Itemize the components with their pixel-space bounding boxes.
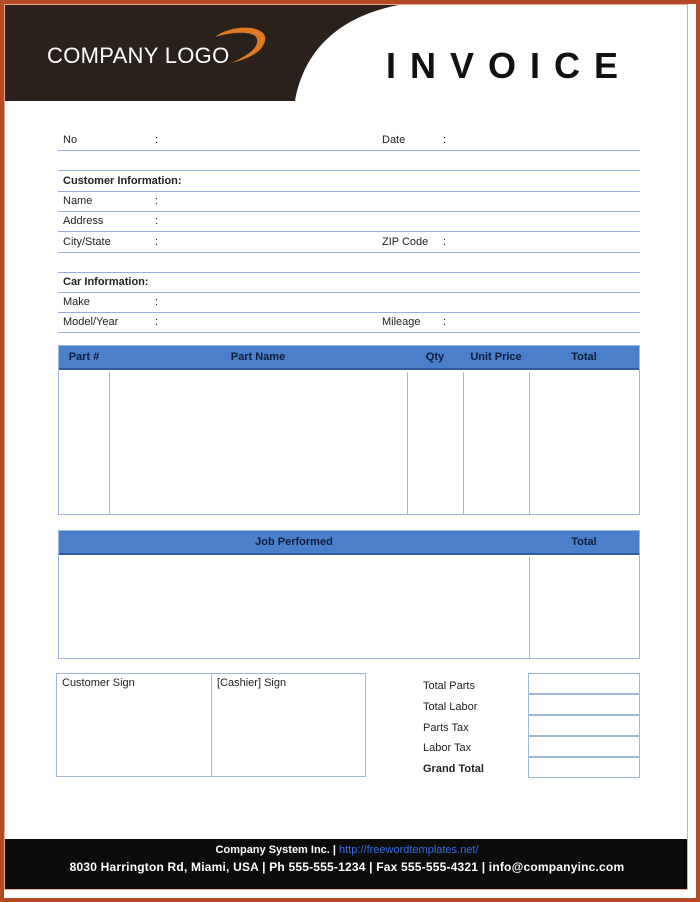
logo-swoosh-icon	[211, 25, 271, 65]
labor-tax-field[interactable]	[528, 736, 640, 757]
footer-contact-line: 8030 Harrington Rd, Miami, USA | Ph 555-555-1234 | Fax 555-555-4321 | info@companyinc.com	[69, 860, 625, 874]
col-qty: Qty	[425, 351, 445, 363]
cashier-sign-label: [Cashier] Sign	[217, 677, 287, 689]
colon: :	[155, 134, 159, 146]
job-table-header	[59, 531, 639, 555]
labor-tax-label: Labor Tax	[423, 742, 472, 754]
make-row	[58, 293, 640, 313]
col-part-name: Part Name	[230, 351, 286, 363]
parts-tax-field[interactable]	[528, 715, 640, 736]
parts-table	[58, 345, 640, 515]
colon: :	[155, 195, 159, 207]
no-label: No	[63, 134, 78, 146]
total-parts-label: Total Parts	[423, 680, 475, 692]
column-divider	[529, 557, 530, 658]
col-job-performed: Job Performed	[255, 536, 333, 548]
colon: :	[155, 296, 159, 308]
model-year-label: Model/Year	[63, 316, 119, 328]
car-info-heading: Car Information:	[63, 276, 149, 288]
job-table	[58, 530, 640, 659]
cashier-sign-box[interactable]	[211, 673, 366, 777]
col-job-total: Total	[571, 536, 597, 548]
model-year-row	[58, 313, 640, 333]
car-heading-row	[58, 273, 640, 293]
col-part-number: Part #	[68, 351, 100, 363]
city-state-row	[58, 233, 640, 253]
column-divider	[407, 372, 408, 514]
mileage-label: Mileage	[382, 316, 421, 328]
colon: :	[443, 316, 447, 328]
company-logo: COMPANY LOGO	[47, 43, 230, 68]
col-total: Total	[571, 351, 597, 363]
column-divider	[463, 372, 464, 514]
colon: :	[155, 215, 159, 227]
column-divider	[109, 372, 110, 514]
customer-sign-label: Customer Sign	[62, 677, 135, 689]
colon: :	[443, 134, 447, 146]
zip-code-label: ZIP Code	[382, 236, 429, 248]
invoice-page	[4, 4, 688, 890]
customer-heading-row	[58, 172, 640, 192]
grand-total-label: Grand Total	[423, 763, 484, 775]
blank-row	[58, 253, 640, 273]
total-labor-field[interactable]	[528, 694, 640, 715]
customer-sign-box[interactable]	[56, 673, 212, 777]
footer-company-line	[5, 844, 688, 856]
make-label: Make	[63, 296, 90, 308]
col-unit-price: Unit Price	[470, 351, 522, 363]
address-row	[58, 212, 640, 232]
column-divider	[529, 372, 530, 514]
colon: :	[443, 236, 447, 248]
website-link[interactable]: http://freewordtemplates.net/	[339, 844, 479, 856]
customer-info-heading: Customer Information:	[63, 175, 182, 187]
name-row	[58, 192, 640, 212]
date-label: Date	[382, 134, 406, 146]
total-parts-field[interactable]	[528, 673, 640, 694]
total-labor-label: Total Labor	[423, 701, 478, 713]
colon: :	[155, 316, 159, 328]
address-label: Address	[63, 215, 104, 227]
invoice-title: INVOICE	[386, 45, 633, 86]
parts-tax-label: Parts Tax	[423, 722, 469, 734]
blank-row	[58, 151, 640, 171]
no-date-row	[58, 131, 640, 151]
name-label: Name	[63, 195, 93, 207]
company-name: Company System Inc. |	[215, 844, 336, 856]
colon: :	[155, 236, 159, 248]
parts-table-header	[59, 346, 639, 370]
city-state-label: City/State	[63, 236, 111, 248]
footer	[5, 839, 688, 890]
grand-total-field[interactable]	[528, 757, 640, 778]
invoice-info	[58, 131, 640, 336]
